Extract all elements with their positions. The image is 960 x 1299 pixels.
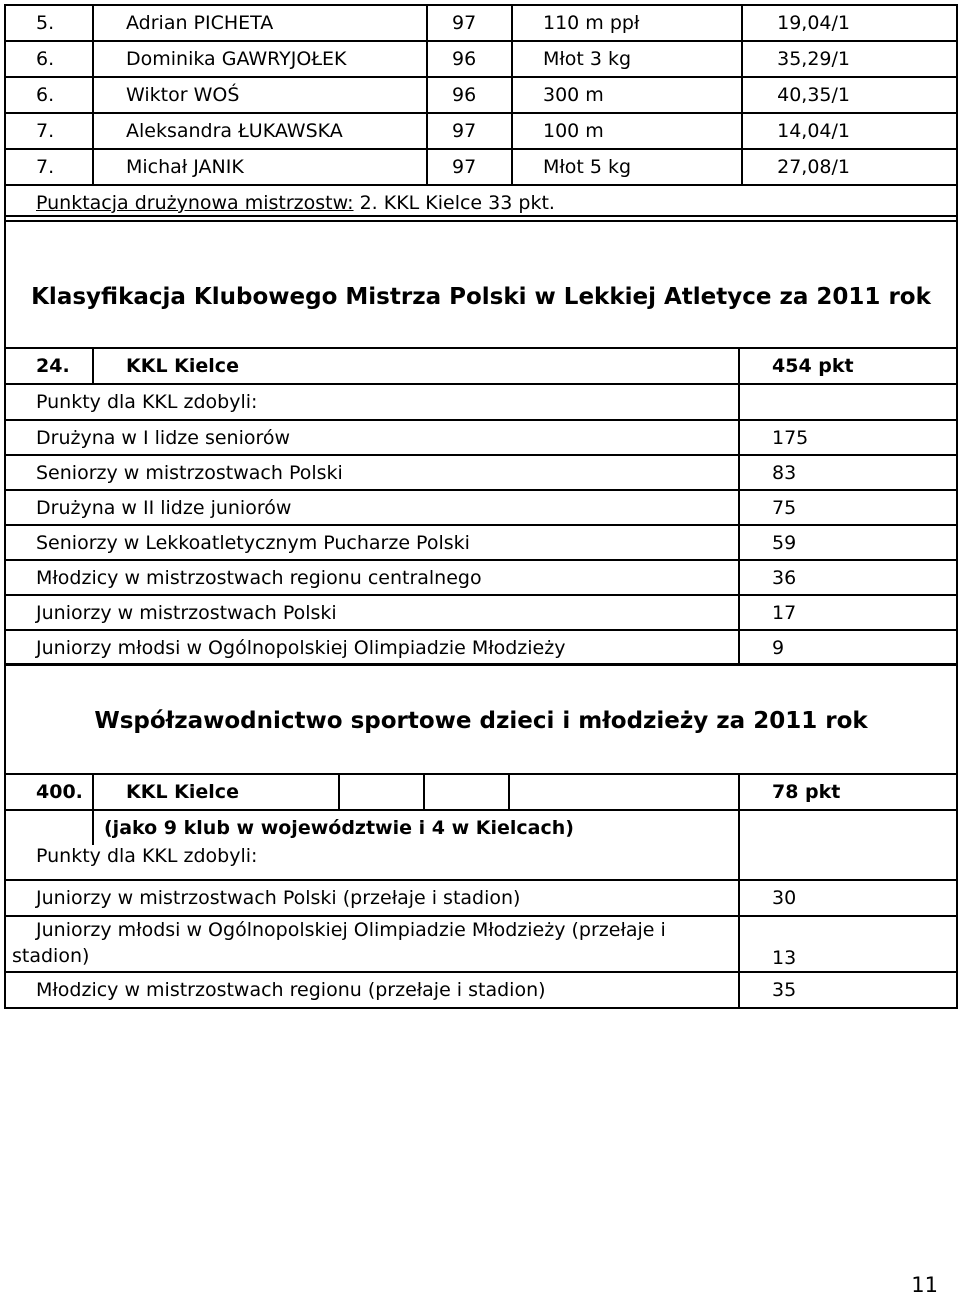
place-cell: 7. bbox=[5, 149, 93, 185]
section-title-row bbox=[5, 216, 957, 348]
team-points-prefix: Punktacja drużynowa mistrzostw: bbox=[36, 192, 354, 214]
athlete-name: Michał JANIK bbox=[93, 149, 427, 185]
birth-year: 97 bbox=[427, 149, 512, 185]
place-cell: 6. bbox=[5, 77, 93, 113]
athlete-name: Aleksandra ŁUKAWSKA bbox=[93, 113, 427, 149]
table-row bbox=[5, 595, 957, 630]
event-name: Młot 3 kg bbox=[512, 41, 742, 77]
table-row bbox=[5, 630, 957, 665]
birth-year: 96 bbox=[427, 41, 512, 77]
contributor-value: 83 bbox=[739, 455, 957, 490]
result-value: 27,08/1 bbox=[742, 149, 957, 185]
table-row bbox=[5, 490, 957, 525]
event-name: 110 m ppł bbox=[512, 5, 742, 41]
table-row bbox=[5, 149, 957, 185]
contributor-label-line1: Juniorzy młodsi w Ogólnopolskiej Olimpiadzie Młodzieży (przełaje i bbox=[36, 919, 666, 941]
result-value: 19,04/1 bbox=[742, 5, 957, 41]
club-points: 454 pkt bbox=[739, 348, 957, 384]
result-value: 14,04/1 bbox=[742, 113, 957, 149]
place-cell: 5. bbox=[5, 5, 93, 41]
table-row bbox=[5, 455, 957, 490]
table-row bbox=[5, 525, 957, 560]
table-row bbox=[5, 420, 957, 455]
contributor-value: 175 bbox=[739, 420, 957, 455]
contributors-row bbox=[5, 845, 957, 880]
result-value: 35,29/1 bbox=[742, 41, 957, 77]
contributors-label: Punkty dla KKL zdobyli: bbox=[5, 845, 739, 880]
note-row bbox=[5, 810, 957, 845]
contributors-label: Punkty dla KKL zdobyli: bbox=[5, 384, 739, 420]
empty-cell bbox=[739, 845, 957, 880]
birth-year: 96 bbox=[427, 77, 512, 113]
club-name: KKL Kielce bbox=[93, 774, 339, 810]
club-row bbox=[5, 774, 957, 810]
table-row bbox=[5, 916, 957, 972]
athlete-name: Dominika GAWRYJOŁEK bbox=[93, 41, 427, 77]
empty-cell bbox=[424, 774, 509, 810]
contributor-value: 35 bbox=[739, 972, 957, 1008]
birth-year: 97 bbox=[427, 113, 512, 149]
place-cell: 6. bbox=[5, 41, 93, 77]
table-row bbox=[5, 5, 957, 41]
table-row bbox=[5, 880, 957, 916]
contributor-value: 30 bbox=[739, 880, 957, 916]
team-points-text: 2. KKL Kielce 33 pkt. bbox=[353, 192, 555, 214]
contributor-label bbox=[5, 916, 739, 972]
club-classification-table bbox=[4, 215, 958, 666]
contributor-label: Drużyna w I lidze seniorów bbox=[5, 420, 739, 455]
contributor-label: Juniorzy w mistrzostwach Polski (przełaje i stadion) bbox=[5, 880, 739, 916]
contributor-label: Juniorzy młodsi w Ogólnopolskiej Olimpiadzie Młodzieży bbox=[5, 630, 739, 665]
table-row bbox=[5, 41, 957, 77]
section2-title: Współzawodnictwo sportowe dzieci i młodzieży za 2011 rok bbox=[5, 664, 957, 774]
contributor-label: Drużyna w II lidze juniorów bbox=[5, 490, 739, 525]
table-row bbox=[5, 113, 957, 149]
contributor-label: Seniorzy w Lekkoatletycznym Pucharze Polski bbox=[5, 525, 739, 560]
event-name: 300 m bbox=[512, 77, 742, 113]
contributors-row bbox=[5, 384, 957, 420]
contributor-value: 9 bbox=[739, 630, 957, 665]
empty-cell bbox=[339, 774, 424, 810]
empty-cell bbox=[509, 774, 739, 810]
section-title-row bbox=[5, 664, 957, 774]
athlete-name: Adrian PICHETA bbox=[93, 5, 427, 41]
place-cell: 7. bbox=[5, 113, 93, 149]
contributor-label: Młodzicy w mistrzostwach regionu (przełaje i stadion) bbox=[5, 972, 739, 1008]
empty-cell bbox=[739, 810, 957, 845]
table-row bbox=[5, 77, 957, 113]
athlete-name: Wiktor WOŚ bbox=[93, 77, 427, 113]
club-rank: 24. bbox=[5, 348, 93, 384]
contributor-label: Seniorzy w mistrzostwach Polski bbox=[5, 455, 739, 490]
youth-competition-table bbox=[4, 663, 958, 1009]
empty-cell bbox=[739, 384, 957, 420]
club-row bbox=[5, 348, 957, 384]
contributor-value: 75 bbox=[739, 490, 957, 525]
page-number: 11 bbox=[911, 1273, 938, 1297]
result-value: 40,35/1 bbox=[742, 77, 957, 113]
empty-cell bbox=[5, 810, 93, 845]
club-rank: 400. bbox=[5, 774, 93, 810]
event-name: Młot 5 kg bbox=[512, 149, 742, 185]
table-row bbox=[5, 972, 957, 1008]
table-row bbox=[5, 560, 957, 595]
contributor-value: 13 bbox=[739, 916, 957, 972]
contributor-value: 17 bbox=[739, 595, 957, 630]
club-points: 78 pkt bbox=[739, 774, 957, 810]
club-name: KKL Kielce bbox=[93, 348, 739, 384]
club-note: (jako 9 klub w województwie i 4 w Kielcach) bbox=[93, 810, 739, 845]
section1-title: Klasyfikacja Klubowego Mistrza Polski w Lekkiej Atletyce za 2011 rok bbox=[5, 216, 957, 348]
results-table bbox=[4, 4, 958, 222]
event-name: 100 m bbox=[512, 113, 742, 149]
contributor-label-line2: stadion) bbox=[12, 945, 90, 967]
birth-year: 97 bbox=[427, 5, 512, 41]
contributor-value: 59 bbox=[739, 525, 957, 560]
contributor-label: Juniorzy w mistrzostwach Polski bbox=[5, 595, 739, 630]
contributor-label: Młodzicy w mistrzostwach regionu centralnego bbox=[5, 560, 739, 595]
contributor-value: 36 bbox=[739, 560, 957, 595]
